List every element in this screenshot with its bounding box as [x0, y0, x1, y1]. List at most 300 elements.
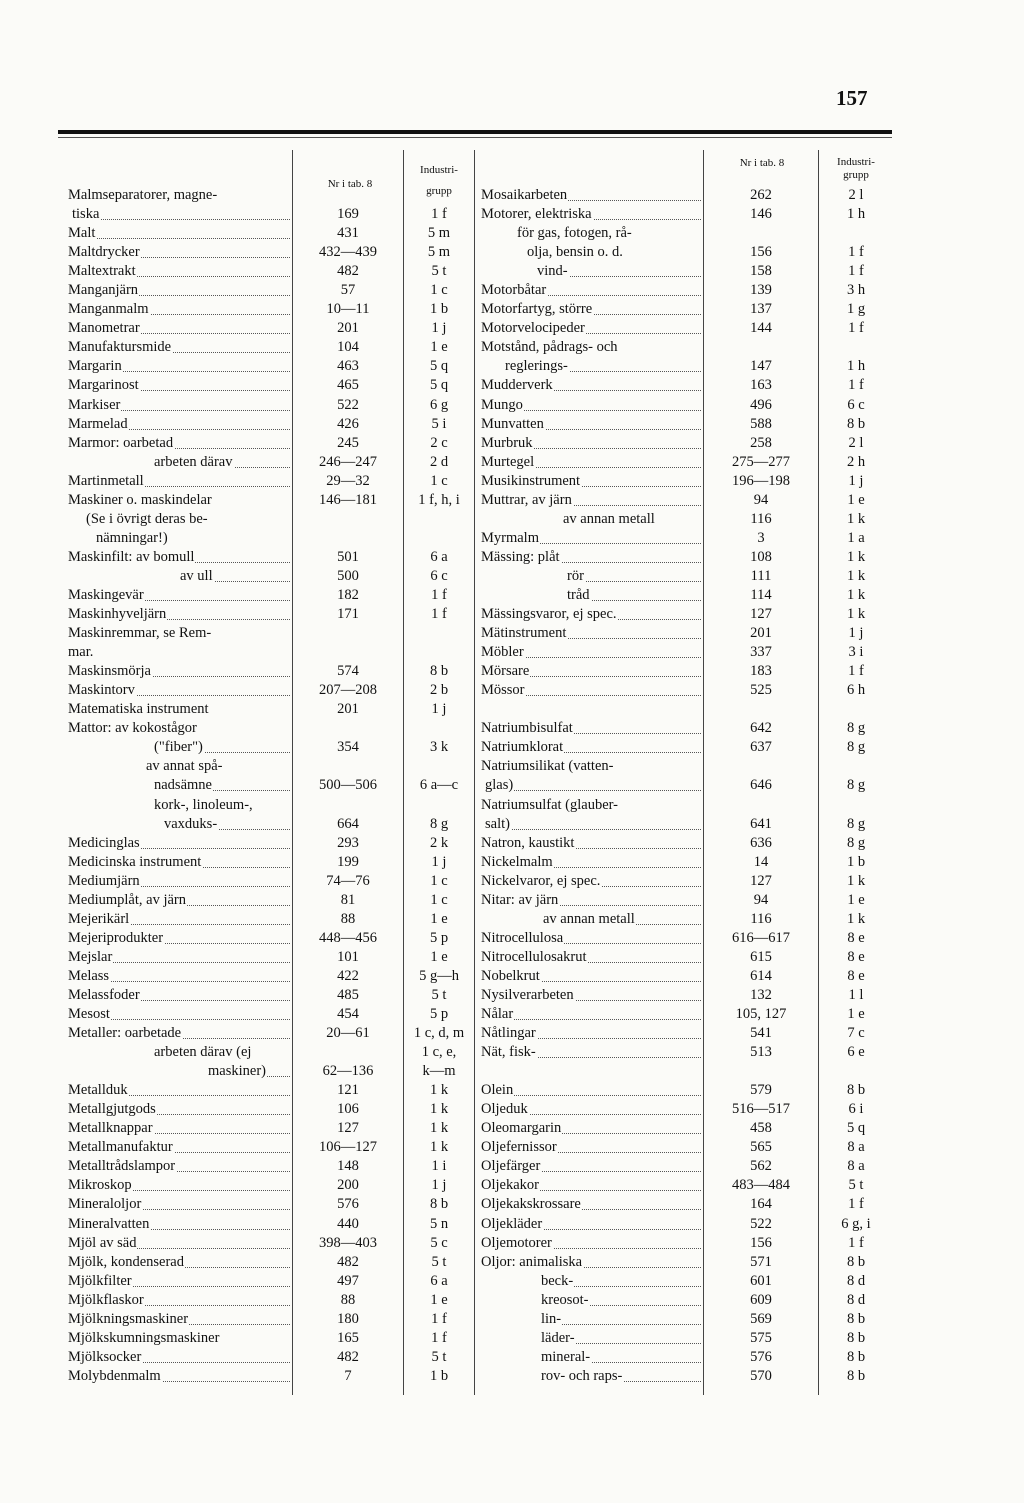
table-number: 74—76 [326, 872, 370, 889]
industry-group: 8 b [846, 1253, 866, 1270]
entry-name-text: beck- [541, 1272, 574, 1289]
right-index-row [481, 605, 895, 624]
entry-name-text: Murbruk [481, 434, 533, 451]
entry-name-text: Maskinhyveljärn [68, 606, 167, 623]
entry-name [68, 396, 290, 415]
right-index-row [481, 1291, 895, 1310]
table-number: 146—181 [319, 491, 377, 508]
entry-name-text: Molybdenmalm [68, 1367, 161, 1384]
industry-group: 6 a—c [419, 777, 459, 794]
entry-name [485, 776, 701, 795]
left-index-row [68, 224, 478, 243]
industry-group: 8 g [846, 834, 866, 851]
right-index-row [481, 1234, 895, 1253]
industry-group: 1 e [847, 491, 865, 508]
entry-name-text: rör [567, 567, 584, 584]
table-number: 88 [340, 1291, 356, 1308]
table-number: 637 [750, 739, 772, 756]
industry-group: 8 b [846, 1348, 866, 1365]
industry-group: 1 b [429, 301, 449, 318]
entry-name-text: Mjölkflaskor [68, 1291, 144, 1308]
table-number: 575 [750, 1329, 772, 1346]
entry-name [68, 415, 290, 434]
entry-name [72, 205, 290, 224]
entry-name-text: (Se i övrigt deras be- [86, 510, 208, 527]
right-index-row [481, 548, 895, 567]
entry-name [68, 376, 290, 395]
entry-name-text: Mineralvatten [68, 1215, 150, 1232]
entry-name-text: Medicinska instrument [68, 853, 202, 870]
table-number: 576 [337, 1196, 359, 1213]
entry-name [481, 796, 701, 815]
table-number: 20—61 [326, 1025, 370, 1042]
left-index-row [68, 529, 478, 548]
right-industri-header [819, 156, 893, 182]
table-number: 463 [337, 358, 359, 375]
right-index-row [481, 872, 895, 891]
entry-name-text: Oljekläder [481, 1215, 543, 1232]
right-index-row [481, 1005, 895, 1024]
left-index-row [68, 681, 478, 700]
right-index-row [481, 186, 895, 205]
dot-leader [481, 1019, 701, 1020]
industry-group: 6 c [847, 396, 865, 413]
entry-name-text: Munvatten [481, 415, 544, 432]
entry-name [68, 1291, 290, 1310]
industry-group: 8 g [429, 815, 449, 832]
entry-name-text: Motorvelocipeder [481, 320, 585, 337]
right-grupp-label: grupp [843, 169, 869, 181]
table-number: 422 [337, 967, 359, 984]
table-number: 642 [750, 720, 772, 737]
dot-leader [567, 581, 701, 582]
entry-name-text: Maltdrycker [68, 244, 140, 261]
table-number: 246—247 [319, 453, 377, 470]
top-rule [58, 130, 892, 134]
entry-name-text: Olein [481, 1082, 514, 1099]
left-index-row [68, 605, 478, 624]
entry-name [485, 815, 701, 834]
entry-name-text: Mörsare [481, 663, 530, 680]
entry-name-text: olja, bensin o. d. [527, 244, 623, 261]
left-index-row [68, 1005, 478, 1024]
entry-name-text: Mjölksocker [68, 1348, 142, 1365]
entry-name-text: Nitar: av järn [481, 891, 559, 908]
entry-name-text: Maskintorv [68, 682, 135, 699]
industry-group: 5 c [430, 1234, 448, 1251]
industry-group: 1 c [430, 282, 448, 299]
table-number: 541 [750, 1025, 772, 1042]
entry-name [481, 1024, 701, 1043]
entry-name [68, 1234, 290, 1253]
left-index-row [68, 1291, 478, 1310]
entry-name-text: Mesost [68, 1006, 110, 1023]
entry-name [505, 357, 701, 376]
entry-name [68, 300, 290, 319]
entry-name-text: Mjölkfilter [68, 1272, 132, 1289]
entry-name-text: Myrmalm [481, 529, 539, 546]
entry-name-text: Mejerikärl [68, 910, 130, 927]
industry-group: 2 d [429, 453, 449, 470]
entry-name-text: för gas, fotogen, rå- [517, 225, 632, 242]
entry-name [481, 1215, 701, 1234]
table-number: 111 [750, 567, 772, 584]
entry-name [517, 224, 701, 243]
entry-name [481, 738, 701, 757]
left-index-row [68, 491, 478, 510]
entry-name [567, 567, 701, 586]
left-index-row [68, 1157, 478, 1176]
entry-name [481, 1253, 701, 1272]
entry-name [68, 1215, 290, 1234]
table-number: 200 [337, 1177, 359, 1194]
entry-name-text: Mineraloljor [68, 1196, 142, 1213]
industry-group: 1 h [846, 358, 866, 375]
table-number: 615 [750, 948, 772, 965]
entry-name-text: Mjölkskumningsmaskiner [68, 1329, 220, 1346]
table-number: 108 [750, 548, 772, 565]
industry-group: 2 l [848, 434, 864, 451]
entry-name-text: Manganmalm [68, 301, 149, 318]
entry-name [68, 1253, 290, 1272]
industry-group: 1 k [846, 548, 866, 565]
entry-name-text: Mudderverk [481, 377, 553, 394]
table-number: 245 [337, 434, 359, 451]
left-index-row [68, 338, 478, 357]
right-index-row [481, 586, 895, 605]
left-index-row [68, 357, 478, 376]
left-index-row [68, 1062, 478, 1081]
entry-name [537, 262, 701, 281]
industry-group: 1 f [431, 586, 447, 603]
left-index-row [68, 262, 478, 281]
industry-group: 6 e [847, 1044, 865, 1061]
entry-name [481, 872, 701, 891]
industry-group: 1 j [431, 853, 447, 870]
industry-group: 6 h [846, 682, 866, 699]
entry-name-text: vaxduks- [164, 815, 218, 832]
left-index-row [68, 853, 478, 872]
entry-name [541, 1272, 701, 1291]
table-number: 500—506 [319, 777, 377, 794]
entry-name-text: Martinmetall [68, 472, 144, 489]
right-index-row [481, 681, 895, 700]
industry-group: 1 f [848, 1196, 864, 1213]
entry-name-text: Mjölk, kondenserad [68, 1253, 184, 1270]
table-number: 500 [337, 567, 359, 584]
table-number: 501 [337, 548, 359, 565]
right-index-row [481, 662, 895, 681]
table-number: 199 [337, 853, 359, 870]
table-number: 609 [750, 1291, 772, 1308]
top-rule-thin [58, 137, 892, 138]
industry-group: 1 e [430, 948, 448, 965]
table-number: 139 [750, 282, 772, 299]
dot-leader [68, 238, 290, 239]
entry-name [68, 357, 290, 376]
entry-name [68, 1348, 290, 1367]
right-nr-header: Nr i tab. 8 [739, 157, 785, 169]
entry-name-text: Mässing: plåt [481, 548, 560, 565]
industry-group: 8 b [429, 663, 449, 680]
industry-group: 1 f [848, 1234, 864, 1251]
right-index-row [481, 929, 895, 948]
table-number: 275—277 [732, 453, 790, 470]
right-index-row [481, 281, 895, 300]
right-index-row [481, 796, 895, 815]
table-number: 156 [750, 1234, 772, 1251]
table-number: 516—517 [732, 1101, 790, 1118]
entry-name-text: reglerings- [505, 358, 568, 375]
right-index-row [481, 738, 895, 757]
right-index-row [481, 243, 895, 262]
industry-group: 1 k [846, 510, 866, 527]
industry-group: 2 h [846, 453, 866, 470]
left-index-row [68, 872, 478, 891]
right-index-row [481, 472, 895, 491]
entry-name [68, 338, 290, 357]
entry-name [68, 434, 290, 453]
right-index-row [481, 357, 895, 376]
entry-name [68, 948, 290, 967]
entry-name [68, 1157, 290, 1176]
entry-name [208, 1062, 290, 1081]
right-index-row [481, 262, 895, 281]
industry-group: 1 k [846, 606, 866, 623]
entry-name [180, 567, 290, 586]
table-number: 431 [337, 225, 359, 242]
industry-group: 7 c [847, 1025, 865, 1042]
entry-name-text: Mungo [481, 396, 523, 413]
industry-group: 1 f [431, 1329, 447, 1346]
table-number: 458 [750, 1120, 772, 1137]
entry-name [68, 891, 290, 910]
left-index-row [68, 738, 478, 757]
right-index-row [481, 1119, 895, 1138]
entry-name-text: Mjölkningsmaskiner [68, 1310, 189, 1327]
table-number: 485 [337, 986, 359, 1003]
entry-name-text: Mössor [481, 682, 525, 699]
entry-name-text: mineral- [541, 1348, 591, 1365]
left-index-row [68, 472, 478, 491]
table-number: 127 [750, 606, 772, 623]
industry-group: 3 k [429, 739, 449, 756]
entry-name [154, 1043, 290, 1062]
left-index-row [68, 205, 478, 224]
industry-group: 1 b [846, 853, 866, 870]
entry-name [481, 853, 701, 872]
entry-name [481, 281, 701, 300]
industry-group: 1 f [848, 320, 864, 337]
industry-group: 1 e [430, 339, 448, 356]
entry-name-text: rov- och raps- [541, 1367, 623, 1384]
entry-name-text: Maskinfilt: av bomull [68, 548, 195, 565]
right-index-row [481, 815, 895, 834]
industry-group: 1 g [846, 301, 866, 318]
table-number: 156 [750, 244, 772, 261]
entry-name [68, 1195, 290, 1214]
entry-name [68, 319, 290, 338]
entry-name-text: Nåtlingar [481, 1025, 536, 1042]
entry-name-text: arbeten därav (ej [154, 1044, 252, 1061]
entry-name-text: Nickelmalm [481, 853, 553, 870]
industry-group: 1 f [848, 263, 864, 280]
page-number: 157 [836, 86, 868, 110]
entry-name [481, 700, 701, 719]
entry-name [68, 491, 290, 510]
industry-group: 8 a [847, 1158, 865, 1175]
left-index-row [68, 1272, 478, 1291]
left-index-row [68, 1043, 478, 1062]
entry-name-text: läder- [541, 1329, 575, 1346]
entry-name-text: Möbler [481, 644, 524, 661]
entry-name [481, 1062, 701, 1081]
table-number: 513 [750, 1044, 772, 1061]
industry-group: 5 q [429, 377, 449, 394]
left-index-row [68, 396, 478, 415]
industry-group: 8 d [846, 1272, 866, 1289]
left-index-row [68, 567, 478, 586]
entry-name [481, 1081, 701, 1100]
entry-name-text: Oljor: animaliska [481, 1253, 583, 1270]
entry-name-text: Natriumklorat [481, 739, 564, 756]
entry-name [481, 1100, 701, 1119]
table-number: 201 [337, 320, 359, 337]
right-index-row [481, 1176, 895, 1195]
industry-group: 8 b [846, 1329, 866, 1346]
entry-name-text: Nålar [481, 1006, 514, 1023]
entry-name-text: av annan metall [563, 510, 655, 527]
table-number: 570 [750, 1367, 772, 1384]
table-number: 144 [750, 320, 772, 337]
table-number: 148 [337, 1158, 359, 1175]
table-number: 29—32 [326, 472, 370, 489]
entry-name-text: vind- [537, 263, 568, 280]
entry-name [481, 891, 701, 910]
entry-name-text: lin- [541, 1310, 562, 1327]
entry-name [481, 757, 701, 776]
table-number: 114 [750, 586, 772, 603]
entry-name-text: Maskingevär [68, 586, 144, 603]
table-number: 146 [750, 206, 772, 223]
industry-group: 5 p [429, 929, 449, 946]
industry-group: 1 j [431, 320, 447, 337]
entry-name-text: Metallgjutgods [68, 1101, 156, 1118]
industry-group: 5 t [431, 986, 447, 1003]
industry-group: 1 k [429, 1101, 449, 1118]
entry-name-text: av annan metall [543, 910, 635, 927]
industry-group: 1 c [430, 891, 448, 908]
industry-group: 1 f [431, 606, 447, 623]
table-number: 121 [337, 1082, 359, 1099]
table-number: 562 [750, 1158, 772, 1175]
right-column-rows [481, 186, 895, 1386]
left-index-row [68, 434, 478, 453]
industry-group: 5 m [427, 244, 451, 261]
right-index-row [481, 1157, 895, 1176]
industry-group: 1 c, e, [421, 1044, 457, 1061]
entry-name-text: Maskinsmörja [68, 663, 151, 680]
industry-group: 1 c [430, 472, 448, 489]
entry-name-text: Nitrocellulosakrut [481, 948, 587, 965]
entry-name-text: mar. [68, 644, 94, 661]
entry-name [481, 376, 701, 395]
table-number: 7 [344, 1367, 352, 1384]
table-number: 440 [337, 1215, 359, 1232]
table-number: 158 [750, 263, 772, 280]
entry-name-text: Medicinglas [68, 834, 140, 851]
entry-name [541, 1348, 701, 1367]
table-number: 258 [750, 434, 772, 451]
industry-group: 6 c [430, 567, 448, 584]
left-index-row [68, 415, 478, 434]
entry-name-text: tråd [567, 586, 590, 603]
left-grupp-label: grupp [426, 185, 452, 197]
table-number: 262 [750, 187, 772, 203]
right-index-row [481, 415, 895, 434]
entry-name [154, 776, 290, 795]
right-index-row [481, 491, 895, 510]
entry-name [541, 1310, 701, 1329]
right-index-row [481, 1348, 895, 1367]
entry-name-text: Oljefärger [481, 1158, 541, 1175]
entry-name-text: Muttrar, av järn [481, 491, 572, 508]
table-number: 132 [750, 986, 772, 1003]
entry-name-text: tiska [72, 206, 100, 223]
entry-name-text: Metallknappar [68, 1120, 153, 1137]
entry-name [96, 529, 290, 548]
table-number: 482 [337, 263, 359, 280]
table-number: 601 [750, 1272, 772, 1289]
table-number: 180 [337, 1310, 359, 1327]
industry-group: 8 d [846, 1291, 866, 1308]
right-index-row [481, 1195, 895, 1214]
entry-name [164, 815, 290, 834]
left-index-row [68, 1100, 478, 1119]
industry-group: 1 e [847, 891, 865, 908]
table-number: 201 [750, 625, 772, 642]
entry-name [68, 281, 290, 300]
entry-name [154, 796, 290, 815]
right-index-row [481, 853, 895, 872]
industry-group: 8 a [847, 1139, 865, 1156]
entry-name-text: Mattor: av kokostågor [68, 720, 197, 737]
entry-name-text: arbeten därav [154, 453, 233, 470]
entry-name [154, 738, 290, 757]
industry-group: 5 g—h [419, 967, 459, 984]
table-number: 636 [750, 834, 772, 851]
table-number: 454 [337, 1006, 359, 1023]
entry-name-text: Manometrar [68, 320, 140, 337]
entry-name-text: Mätinstrument [481, 625, 567, 642]
left-index-row [68, 1138, 478, 1157]
right-index-row [481, 224, 895, 243]
entry-name [481, 1234, 701, 1253]
entry-name [68, 1119, 290, 1138]
left-index-row [68, 1253, 478, 1272]
entry-name-text: Melass [68, 967, 110, 984]
right-index-row [481, 319, 895, 338]
entry-name-text: av ull [180, 567, 213, 584]
industry-group: 6 g, i [841, 1215, 871, 1232]
entry-name [481, 205, 701, 224]
entry-name [481, 834, 701, 853]
entry-name [68, 262, 290, 281]
left-index-row [68, 643, 478, 662]
entry-name-text: glas) [485, 777, 514, 794]
entry-name [481, 186, 701, 205]
industry-group: 6 a [430, 548, 448, 565]
